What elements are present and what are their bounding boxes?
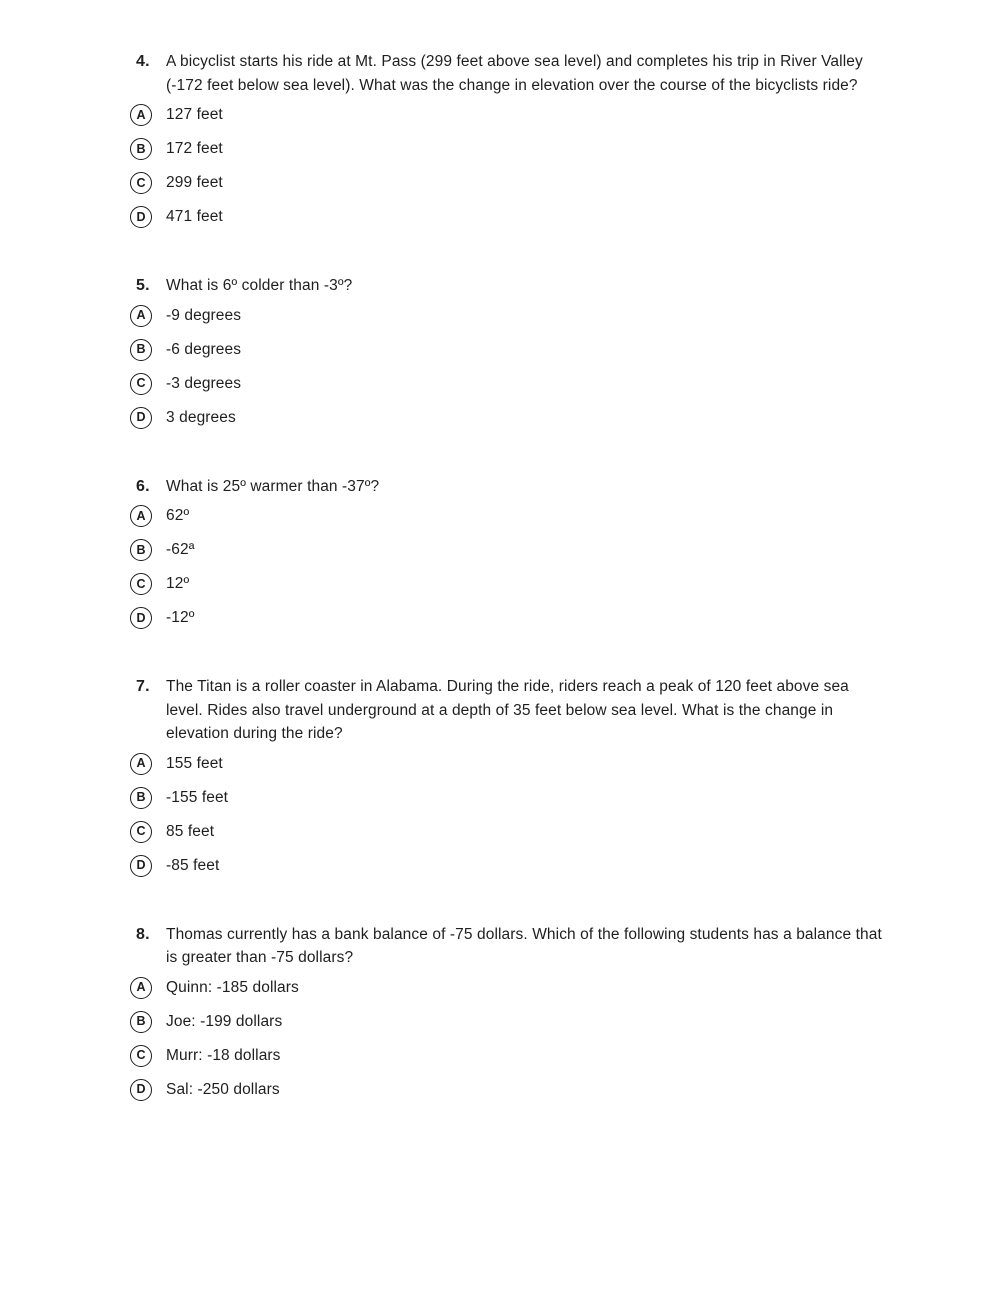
option-letter: C bbox=[136, 576, 146, 591]
option-letter: C bbox=[136, 175, 146, 190]
option-row[interactable] bbox=[130, 305, 896, 327]
option-letter: D bbox=[136, 858, 146, 873]
option-circle bbox=[130, 407, 152, 429]
option-circle bbox=[130, 138, 152, 160]
option-circle bbox=[130, 753, 152, 775]
option-row[interactable] bbox=[130, 339, 896, 361]
option-label: -9 degrees bbox=[166, 306, 242, 324]
question-header bbox=[130, 274, 896, 298]
option-row[interactable] bbox=[130, 373, 896, 395]
option-letter: B bbox=[136, 1014, 146, 1029]
question-text: What is 6º colder than -3º? bbox=[166, 277, 353, 294]
question bbox=[130, 274, 896, 429]
option-circle bbox=[130, 539, 152, 561]
question-text: Thomas currently has a bank balance of -75 dollars. Which of the following students has a balance that is greater than -75 dollars? bbox=[166, 925, 882, 966]
option-letter: A bbox=[136, 508, 146, 523]
question bbox=[130, 675, 896, 877]
question-header bbox=[130, 475, 896, 499]
option-label: 12º bbox=[166, 575, 190, 592]
option-label: -62ª bbox=[166, 541, 195, 558]
option-row[interactable] bbox=[130, 407, 896, 429]
option-row[interactable] bbox=[130, 505, 896, 527]
option-letter: C bbox=[136, 824, 146, 839]
option-label: Sal: -250 dollars bbox=[166, 1080, 280, 1098]
question-text: What is 25º warmer than -37º? bbox=[166, 477, 380, 495]
option-row[interactable] bbox=[130, 138, 896, 160]
option-label: 127 feet bbox=[166, 106, 223, 123]
option-letter: A bbox=[136, 980, 146, 995]
option-letter: A bbox=[136, 107, 146, 122]
option-letter: D bbox=[136, 410, 146, 425]
question-number: 7. bbox=[136, 678, 150, 695]
option-letter: C bbox=[136, 1048, 146, 1063]
option-row[interactable] bbox=[130, 821, 896, 843]
option-circle bbox=[130, 206, 152, 228]
option-row[interactable] bbox=[130, 1011, 896, 1033]
question-text: The Titan is a roller coaster in Alabama. During the ride, riders reach a peak of 120 feet above sea level. Rides also travel underground at a depth of 35 feet below sea level. What is the change in elevation during the ride? bbox=[166, 678, 849, 742]
option-circle bbox=[130, 305, 152, 327]
option-row[interactable] bbox=[130, 539, 896, 561]
option-label: -85 feet bbox=[166, 856, 220, 874]
option-row[interactable] bbox=[130, 607, 896, 629]
question bbox=[130, 923, 896, 1101]
option-letter: A bbox=[136, 308, 146, 323]
question-header bbox=[130, 675, 896, 746]
option-letter: C bbox=[136, 376, 146, 391]
option-row[interactable] bbox=[130, 206, 896, 228]
option-circle bbox=[130, 1011, 152, 1033]
question-header bbox=[130, 50, 896, 97]
option-row[interactable] bbox=[130, 172, 896, 194]
option-label: Quinn: -185 dollars bbox=[166, 978, 299, 996]
option-list bbox=[130, 977, 896, 1101]
question-header bbox=[130, 923, 896, 970]
option-row[interactable] bbox=[130, 787, 896, 809]
option-label: -155 feet bbox=[166, 788, 229, 806]
option-label: 155 feet bbox=[166, 754, 223, 772]
option-row[interactable] bbox=[130, 1079, 896, 1101]
question-list bbox=[130, 50, 896, 1147]
option-circle bbox=[130, 172, 152, 194]
option-row[interactable] bbox=[130, 573, 896, 595]
option-letter: D bbox=[136, 610, 146, 625]
option-row[interactable] bbox=[130, 753, 896, 775]
option-label: 85 feet bbox=[166, 822, 215, 840]
option-letter: D bbox=[136, 1082, 146, 1097]
option-label: -12º bbox=[166, 609, 195, 626]
option-circle bbox=[130, 787, 152, 809]
option-list bbox=[130, 305, 896, 429]
option-label: -6 degrees bbox=[166, 340, 242, 358]
option-circle bbox=[130, 855, 152, 877]
option-label: 172 feet bbox=[166, 140, 223, 157]
option-list bbox=[130, 104, 896, 228]
option-label: 62º bbox=[166, 507, 190, 524]
question-number: 4. bbox=[136, 53, 150, 70]
option-letter: D bbox=[136, 209, 146, 224]
option-label: 299 feet bbox=[166, 174, 223, 191]
question-text: A bicyclist starts his ride at Mt. Pass (299 feet above sea level) and completes his trip in River Valley (-172 feet below sea level). What was the change in elevation over the course of the bicyclists ride? bbox=[166, 53, 863, 94]
option-label: Murr: -18 dollars bbox=[166, 1046, 281, 1064]
option-letter: B bbox=[136, 542, 146, 557]
question-number: 8. bbox=[136, 925, 150, 943]
option-letter: B bbox=[136, 790, 146, 805]
option-label: -3 degrees bbox=[166, 374, 242, 392]
option-label: 471 feet bbox=[166, 208, 223, 225]
option-label: 3 degrees bbox=[166, 408, 236, 426]
option-list bbox=[130, 505, 896, 629]
option-circle bbox=[130, 104, 152, 126]
option-row[interactable] bbox=[130, 1045, 896, 1067]
option-letter: A bbox=[136, 756, 146, 771]
option-row[interactable] bbox=[130, 977, 896, 999]
option-row[interactable] bbox=[130, 104, 896, 126]
question bbox=[130, 50, 896, 228]
question-number: 6. bbox=[136, 477, 150, 495]
option-circle bbox=[130, 573, 152, 595]
question bbox=[130, 475, 896, 630]
option-list bbox=[130, 753, 896, 877]
option-circle bbox=[130, 373, 152, 395]
option-circle bbox=[130, 1079, 152, 1101]
option-circle bbox=[130, 339, 152, 361]
question-number: 5. bbox=[136, 277, 150, 294]
option-letter: B bbox=[136, 342, 146, 357]
option-circle bbox=[130, 977, 152, 999]
option-label: Joe: -199 dollars bbox=[166, 1012, 283, 1030]
option-circle bbox=[130, 505, 152, 527]
option-letter: B bbox=[136, 141, 146, 156]
option-row[interactable] bbox=[130, 855, 896, 877]
option-circle bbox=[130, 607, 152, 629]
option-circle bbox=[130, 1045, 152, 1067]
option-circle bbox=[130, 821, 152, 843]
